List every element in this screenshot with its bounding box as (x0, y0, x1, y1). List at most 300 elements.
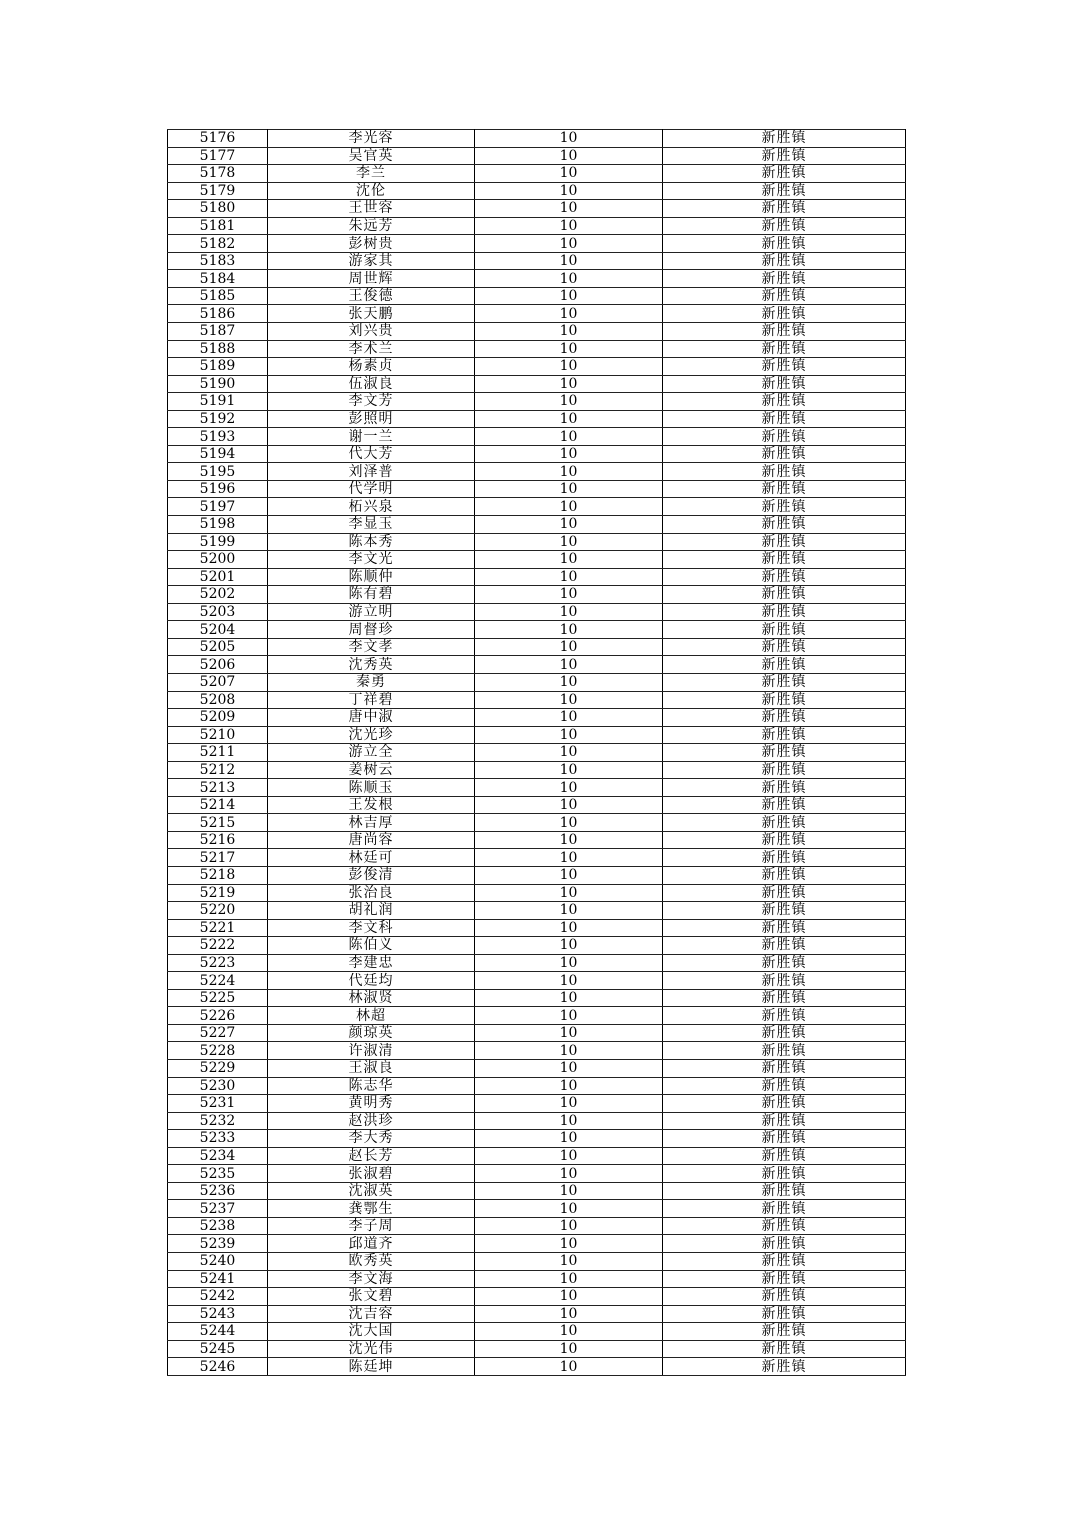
town-cell: 新胜镇 (663, 814, 906, 832)
row-number-cell: 5222 (168, 937, 268, 955)
amount-cell: 10 (475, 866, 663, 884)
name-cell: 秦勇 (268, 673, 475, 691)
table-row (168, 165, 906, 183)
row-number-cell: 5183 (168, 252, 268, 270)
row-number-cell: 5179 (168, 182, 268, 200)
town-cell: 新胜镇 (663, 410, 906, 428)
name-cell: 李文孝 (268, 638, 475, 656)
amount-cell: 10 (475, 235, 663, 253)
row-number-cell: 5198 (168, 516, 268, 534)
name-cell: 胡礼润 (268, 902, 475, 920)
town-cell: 新胜镇 (663, 323, 906, 341)
name-cell: 陈志华 (268, 1077, 475, 1095)
table-row (168, 533, 906, 551)
amount-cell: 10 (475, 796, 663, 814)
table-row (168, 200, 906, 218)
town-cell: 新胜镇 (663, 1112, 906, 1130)
amount-cell: 10 (475, 305, 663, 323)
town-cell: 新胜镇 (663, 1217, 906, 1235)
town-cell: 新胜镇 (663, 937, 906, 955)
amount-cell: 10 (475, 498, 663, 516)
amount-cell: 10 (475, 831, 663, 849)
name-cell: 周世辉 (268, 270, 475, 288)
row-number-cell: 5227 (168, 1024, 268, 1042)
name-cell: 李子周 (268, 1217, 475, 1235)
amount-cell: 10 (475, 463, 663, 481)
table-row (168, 305, 906, 323)
town-cell: 新胜镇 (663, 989, 906, 1007)
town-cell: 新胜镇 (663, 235, 906, 253)
amount-cell: 10 (475, 200, 663, 218)
amount-cell: 10 (475, 849, 663, 867)
table-row (168, 1200, 906, 1218)
town-cell: 新胜镇 (663, 200, 906, 218)
name-cell: 欧秀英 (268, 1253, 475, 1271)
amount-cell: 10 (475, 744, 663, 762)
name-cell: 伍淑良 (268, 375, 475, 393)
town-cell: 新胜镇 (663, 761, 906, 779)
table-row (168, 849, 906, 867)
name-cell: 彭树贵 (268, 235, 475, 253)
amount-cell: 10 (475, 428, 663, 446)
amount-cell: 10 (475, 1323, 663, 1341)
amount-cell: 10 (475, 165, 663, 183)
table-row (168, 1270, 906, 1288)
table-row (168, 884, 906, 902)
name-cell: 李文海 (268, 1270, 475, 1288)
amount-cell: 10 (475, 393, 663, 411)
town-cell: 新胜镇 (663, 972, 906, 990)
name-cell: 丁祥碧 (268, 691, 475, 709)
name-cell: 陈顺仲 (268, 568, 475, 586)
town-cell: 新胜镇 (663, 1059, 906, 1077)
name-cell: 林廷可 (268, 849, 475, 867)
row-number-cell: 5194 (168, 445, 268, 463)
town-cell: 新胜镇 (663, 919, 906, 937)
table-row (168, 937, 906, 955)
amount-cell: 10 (475, 1288, 663, 1306)
name-cell: 刘泽普 (268, 463, 475, 481)
amount-cell: 10 (475, 1077, 663, 1095)
name-cell: 游立全 (268, 744, 475, 762)
name-cell: 代廷均 (268, 972, 475, 990)
row-number-cell: 5178 (168, 165, 268, 183)
roster-table (167, 129, 906, 1376)
table-row (168, 586, 906, 604)
name-cell: 林淑贤 (268, 989, 475, 1007)
amount-cell: 10 (475, 533, 663, 551)
town-cell: 新胜镇 (663, 498, 906, 516)
name-cell: 赵长芳 (268, 1147, 475, 1165)
amount-cell: 10 (475, 1130, 663, 1148)
amount-cell: 10 (475, 1059, 663, 1077)
table-row (168, 603, 906, 621)
town-cell: 新胜镇 (663, 516, 906, 534)
town-cell: 新胜镇 (663, 744, 906, 762)
amount-cell: 10 (475, 182, 663, 200)
row-number-cell: 5217 (168, 849, 268, 867)
name-cell: 王淑良 (268, 1059, 475, 1077)
row-number-cell: 5212 (168, 761, 268, 779)
table-row (168, 516, 906, 534)
roster-table-body (168, 130, 906, 1376)
amount-cell: 10 (475, 568, 663, 586)
amount-cell: 10 (475, 147, 663, 165)
amount-cell: 10 (475, 586, 663, 604)
table-row (168, 656, 906, 674)
name-cell: 李文科 (268, 919, 475, 937)
town-cell: 新胜镇 (663, 568, 906, 586)
name-cell: 王发根 (268, 796, 475, 814)
town-cell: 新胜镇 (663, 182, 906, 200)
amount-cell: 10 (475, 937, 663, 955)
amount-cell: 10 (475, 919, 663, 937)
town-cell: 新胜镇 (663, 130, 906, 148)
town-cell: 新胜镇 (663, 393, 906, 411)
name-cell: 龚鄂生 (268, 1200, 475, 1218)
town-cell: 新胜镇 (663, 533, 906, 551)
row-number-cell: 5203 (168, 603, 268, 621)
name-cell: 代大芳 (268, 445, 475, 463)
amount-cell: 10 (475, 1253, 663, 1271)
name-cell: 李光容 (268, 130, 475, 148)
table-row (168, 1130, 906, 1148)
amount-cell: 10 (475, 1165, 663, 1183)
table-row (168, 691, 906, 709)
table-row (168, 358, 906, 376)
table-row (168, 235, 906, 253)
name-cell: 朱远芳 (268, 217, 475, 235)
row-number-cell: 5201 (168, 568, 268, 586)
name-cell: 张淑碧 (268, 1165, 475, 1183)
row-number-cell: 5187 (168, 323, 268, 341)
row-number-cell: 5188 (168, 340, 268, 358)
name-cell: 李显玉 (268, 516, 475, 534)
name-cell: 李文光 (268, 551, 475, 569)
name-cell: 张治良 (268, 884, 475, 902)
row-number-cell: 5216 (168, 831, 268, 849)
amount-cell: 10 (475, 375, 663, 393)
name-cell: 吴官英 (268, 147, 475, 165)
name-cell: 李文芳 (268, 393, 475, 411)
town-cell: 新胜镇 (663, 656, 906, 674)
row-number-cell: 5238 (168, 1217, 268, 1235)
table-row (168, 831, 906, 849)
town-cell: 新胜镇 (663, 621, 906, 639)
row-number-cell: 5226 (168, 1007, 268, 1025)
name-cell: 游家其 (268, 252, 475, 270)
table-row (168, 902, 906, 920)
amount-cell: 10 (475, 1182, 663, 1200)
amount-cell: 10 (475, 709, 663, 727)
row-number-cell: 5233 (168, 1130, 268, 1148)
town-cell: 新胜镇 (663, 849, 906, 867)
table-row (168, 1288, 906, 1306)
amount-cell: 10 (475, 972, 663, 990)
row-number-cell: 5235 (168, 1165, 268, 1183)
amount-cell: 10 (475, 1112, 663, 1130)
name-cell: 彭俊清 (268, 866, 475, 884)
row-number-cell: 5215 (168, 814, 268, 832)
row-number-cell: 5245 (168, 1340, 268, 1358)
row-number-cell: 5199 (168, 533, 268, 551)
row-number-cell: 5243 (168, 1305, 268, 1323)
row-number-cell: 5246 (168, 1358, 268, 1376)
amount-cell: 10 (475, 445, 663, 463)
amount-cell: 10 (475, 340, 663, 358)
table-row (168, 340, 906, 358)
table-row (168, 919, 906, 937)
table-row (168, 726, 906, 744)
town-cell: 新胜镇 (663, 586, 906, 604)
town-cell: 新胜镇 (663, 1182, 906, 1200)
name-cell: 李大秀 (268, 1130, 475, 1148)
table-row (168, 393, 906, 411)
row-number-cell: 5191 (168, 393, 268, 411)
row-number-cell: 5186 (168, 305, 268, 323)
town-cell: 新胜镇 (663, 954, 906, 972)
name-cell: 李兰 (268, 165, 475, 183)
table-row (168, 1024, 906, 1042)
table-row (168, 814, 906, 832)
table-row (168, 866, 906, 884)
table-row (168, 270, 906, 288)
name-cell: 谢一兰 (268, 428, 475, 446)
name-cell: 张天鹏 (268, 305, 475, 323)
amount-cell: 10 (475, 691, 663, 709)
name-cell: 周督珍 (268, 621, 475, 639)
table-row (168, 1323, 906, 1341)
row-number-cell: 5237 (168, 1200, 268, 1218)
town-cell: 新胜镇 (663, 1042, 906, 1060)
table-row (168, 1042, 906, 1060)
amount-cell: 10 (475, 410, 663, 428)
table-row (168, 498, 906, 516)
row-number-cell: 5214 (168, 796, 268, 814)
amount-cell: 10 (475, 603, 663, 621)
table-row (168, 638, 906, 656)
amount-cell: 10 (475, 130, 663, 148)
row-number-cell: 5244 (168, 1323, 268, 1341)
name-cell: 沈秀英 (268, 656, 475, 674)
name-cell: 杨素贞 (268, 358, 475, 376)
row-number-cell: 5193 (168, 428, 268, 446)
name-cell: 唐中淑 (268, 709, 475, 727)
amount-cell: 10 (475, 1007, 663, 1025)
town-cell: 新胜镇 (663, 673, 906, 691)
row-number-cell: 5207 (168, 673, 268, 691)
table-row (168, 989, 906, 1007)
name-cell: 唐尚容 (268, 831, 475, 849)
table-row (168, 779, 906, 797)
name-cell: 颜琼英 (268, 1024, 475, 1042)
row-number-cell: 5177 (168, 147, 268, 165)
row-number-cell: 5192 (168, 410, 268, 428)
row-number-cell: 5180 (168, 200, 268, 218)
table-row (168, 673, 906, 691)
row-number-cell: 5205 (168, 638, 268, 656)
table-row (168, 621, 906, 639)
amount-cell: 10 (475, 1305, 663, 1323)
town-cell: 新胜镇 (663, 691, 906, 709)
town-cell: 新胜镇 (663, 1077, 906, 1095)
row-number-cell: 5202 (168, 586, 268, 604)
amount-cell: 10 (475, 1200, 663, 1218)
amount-cell: 10 (475, 323, 663, 341)
table-row (168, 1305, 906, 1323)
name-cell: 张文碧 (268, 1288, 475, 1306)
table-row (168, 428, 906, 446)
name-cell: 游立明 (268, 603, 475, 621)
name-cell: 陈本秀 (268, 533, 475, 551)
table-row (168, 217, 906, 235)
row-number-cell: 5241 (168, 1270, 268, 1288)
amount-cell: 10 (475, 217, 663, 235)
amount-cell: 10 (475, 551, 663, 569)
town-cell: 新胜镇 (663, 375, 906, 393)
town-cell: 新胜镇 (663, 1165, 906, 1183)
row-number-cell: 5182 (168, 235, 268, 253)
amount-cell: 10 (475, 252, 663, 270)
town-cell: 新胜镇 (663, 287, 906, 305)
table-row (168, 972, 906, 990)
name-cell: 林超 (268, 1007, 475, 1025)
town-cell: 新胜镇 (663, 1147, 906, 1165)
town-cell: 新胜镇 (663, 1340, 906, 1358)
town-cell: 新胜镇 (663, 270, 906, 288)
row-number-cell: 5242 (168, 1288, 268, 1306)
town-cell: 新胜镇 (663, 1130, 906, 1148)
table-row (168, 796, 906, 814)
town-cell: 新胜镇 (663, 1200, 906, 1218)
table-row (168, 709, 906, 727)
name-cell: 沈光伟 (268, 1340, 475, 1358)
amount-cell: 10 (475, 1358, 663, 1376)
table-row (168, 1235, 906, 1253)
name-cell: 王俊德 (268, 287, 475, 305)
row-number-cell: 5196 (168, 480, 268, 498)
amount-cell: 10 (475, 1095, 663, 1113)
amount-cell: 10 (475, 761, 663, 779)
amount-cell: 10 (475, 358, 663, 376)
table-row (168, 410, 906, 428)
row-number-cell: 5209 (168, 709, 268, 727)
town-cell: 新胜镇 (663, 603, 906, 621)
table-row (168, 445, 906, 463)
row-number-cell: 5189 (168, 358, 268, 376)
row-number-cell: 5204 (168, 621, 268, 639)
name-cell: 邱道齐 (268, 1235, 475, 1253)
row-number-cell: 5195 (168, 463, 268, 481)
name-cell: 李术兰 (268, 340, 475, 358)
amount-cell: 10 (475, 1147, 663, 1165)
row-number-cell: 5185 (168, 287, 268, 305)
town-cell: 新胜镇 (663, 638, 906, 656)
table-row (168, 147, 906, 165)
table-row (168, 1112, 906, 1130)
row-number-cell: 5184 (168, 270, 268, 288)
town-cell: 新胜镇 (663, 779, 906, 797)
table-row (168, 182, 906, 200)
table-row (168, 1182, 906, 1200)
name-cell: 代学明 (268, 480, 475, 498)
town-cell: 新胜镇 (663, 463, 906, 481)
town-cell: 新胜镇 (663, 866, 906, 884)
table-row (168, 375, 906, 393)
table-row (168, 130, 906, 148)
town-cell: 新胜镇 (663, 884, 906, 902)
amount-cell: 10 (475, 1235, 663, 1253)
row-number-cell: 5223 (168, 954, 268, 972)
name-cell: 柘兴泉 (268, 498, 475, 516)
name-cell: 姜树云 (268, 761, 475, 779)
row-number-cell: 5218 (168, 866, 268, 884)
table-row (168, 761, 906, 779)
amount-cell: 10 (475, 270, 663, 288)
town-cell: 新胜镇 (663, 165, 906, 183)
amount-cell: 10 (475, 1270, 663, 1288)
town-cell: 新胜镇 (663, 1095, 906, 1113)
row-number-cell: 5230 (168, 1077, 268, 1095)
row-number-cell: 5236 (168, 1182, 268, 1200)
row-number-cell: 5239 (168, 1235, 268, 1253)
row-number-cell: 5206 (168, 656, 268, 674)
town-cell: 新胜镇 (663, 358, 906, 376)
row-number-cell: 5197 (168, 498, 268, 516)
town-cell: 新胜镇 (663, 902, 906, 920)
amount-cell: 10 (475, 516, 663, 534)
town-cell: 新胜镇 (663, 1358, 906, 1376)
amount-cell: 10 (475, 1024, 663, 1042)
amount-cell: 10 (475, 638, 663, 656)
town-cell: 新胜镇 (663, 1007, 906, 1025)
amount-cell: 10 (475, 814, 663, 832)
town-cell: 新胜镇 (663, 1235, 906, 1253)
town-cell: 新胜镇 (663, 340, 906, 358)
row-number-cell: 5211 (168, 744, 268, 762)
name-cell: 许淑清 (268, 1042, 475, 1060)
amount-cell: 10 (475, 726, 663, 744)
name-cell: 彭照明 (268, 410, 475, 428)
row-number-cell: 5210 (168, 726, 268, 744)
row-number-cell: 5240 (168, 1253, 268, 1271)
name-cell: 沈大国 (268, 1323, 475, 1341)
town-cell: 新胜镇 (663, 252, 906, 270)
amount-cell: 10 (475, 884, 663, 902)
name-cell: 林吉厚 (268, 814, 475, 832)
row-number-cell: 5220 (168, 902, 268, 920)
town-cell: 新胜镇 (663, 1253, 906, 1271)
name-cell: 陈伯义 (268, 937, 475, 955)
row-number-cell: 5208 (168, 691, 268, 709)
name-cell: 王世容 (268, 200, 475, 218)
table-row (168, 1165, 906, 1183)
town-cell: 新胜镇 (663, 709, 906, 727)
town-cell: 新胜镇 (663, 147, 906, 165)
table-row (168, 1007, 906, 1025)
amount-cell: 10 (475, 673, 663, 691)
name-cell: 赵洪珍 (268, 1112, 475, 1130)
table-row (168, 252, 906, 270)
table-row (168, 1059, 906, 1077)
amount-cell: 10 (475, 480, 663, 498)
town-cell: 新胜镇 (663, 445, 906, 463)
name-cell: 李建忠 (268, 954, 475, 972)
town-cell: 新胜镇 (663, 217, 906, 235)
table-row (168, 1253, 906, 1271)
name-cell: 陈廷坤 (268, 1358, 475, 1376)
amount-cell: 10 (475, 621, 663, 639)
